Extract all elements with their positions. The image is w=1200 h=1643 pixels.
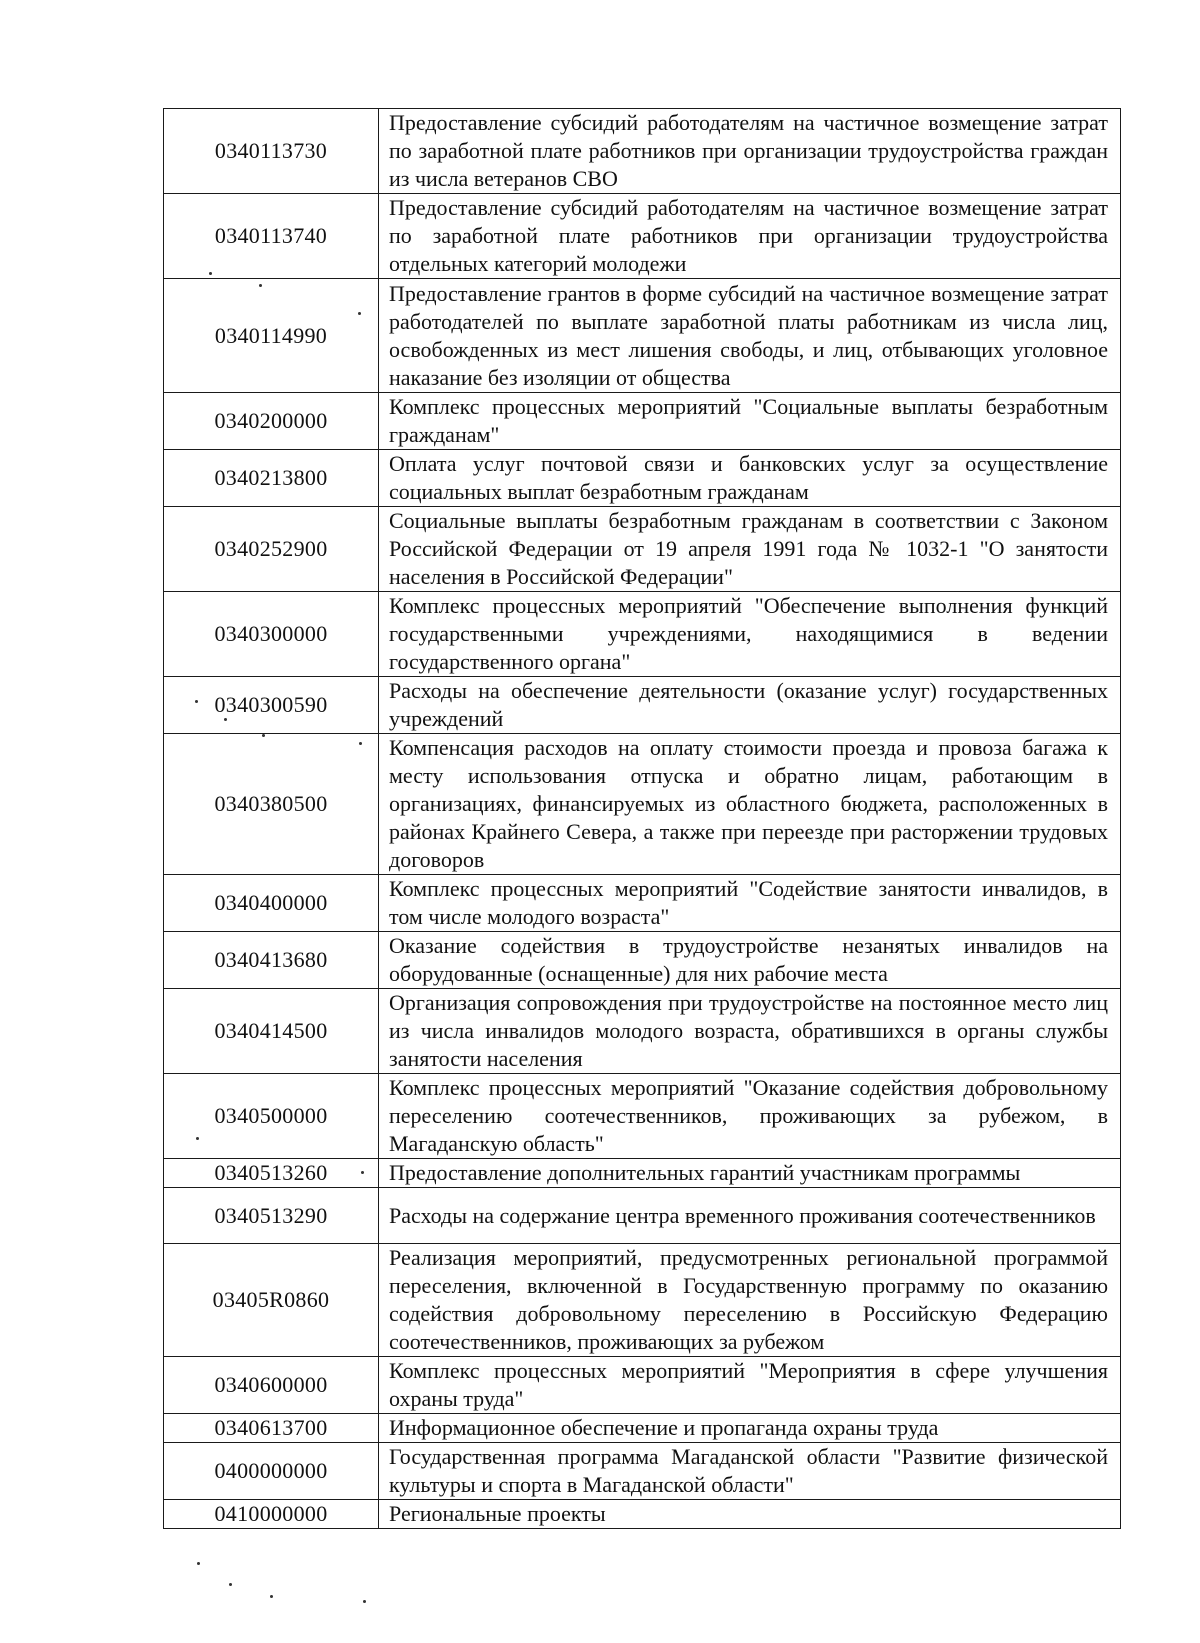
description-cell: Региональные проекты — [379, 1500, 1121, 1529]
description-cell: Комплекс процессных мероприятий "Социальные выплаты безработным гражданам" — [379, 393, 1121, 450]
table-row — [164, 1074, 1121, 1159]
table-row — [164, 507, 1121, 592]
table-row — [164, 1159, 1121, 1188]
table-row — [164, 1500, 1121, 1529]
scan-speck — [195, 700, 198, 703]
table-row — [164, 989, 1121, 1074]
table-row — [164, 1188, 1121, 1244]
budget-code-cell: 0340414500 — [164, 989, 379, 1074]
table-row — [164, 393, 1121, 450]
budget-code-cell: 0340252900 — [164, 507, 379, 592]
description-cell: Расходы на обеспечение деятельности (оказание услуг) государственных учреждений — [379, 677, 1121, 734]
description-cell: Государственная программа Магаданской области "Развитие физической культуры и спорта в Магаданской области" — [379, 1443, 1121, 1500]
table-row — [164, 1443, 1121, 1500]
description-cell: Комплекс процессных мероприятий "Обеспечение выполнения функций государственными учреждениями, находящимися в ведении государственного органа" — [379, 592, 1121, 677]
table-row — [164, 1414, 1121, 1443]
table-row — [164, 734, 1121, 875]
scan-speck — [363, 1600, 366, 1603]
budget-codes-table — [163, 108, 1121, 1529]
scan-speck — [358, 312, 361, 315]
table-row — [164, 1357, 1121, 1414]
scan-speck — [262, 734, 265, 737]
budget-code-cell: 0340300590 — [164, 677, 379, 734]
table-row — [164, 450, 1121, 507]
description-cell: Информационное обеспечение и пропаганда охраны труда — [379, 1414, 1121, 1443]
scan-speck — [197, 1562, 200, 1565]
scan-speck — [359, 742, 362, 745]
description-cell: Оплата услуг почтовой связи и банковских услуг за осуществление социальных выплат безработным гражданам — [379, 450, 1121, 507]
table-body — [164, 109, 1121, 1529]
budget-code-cell: 0340213800 — [164, 450, 379, 507]
budget-code-cell: 0340613700 — [164, 1414, 379, 1443]
table-row — [164, 279, 1121, 393]
budget-code-cell: 0400000000 — [164, 1443, 379, 1500]
budget-code-cell: 0340113740 — [164, 194, 379, 279]
table-row — [164, 194, 1121, 279]
budget-code-cell: 0340513290 — [164, 1188, 379, 1244]
budget-code-cell: 0340500000 — [164, 1074, 379, 1159]
description-cell: Комплекс процессных мероприятий "Содействие занятости инвалидов, в том числе молодого возраста" — [379, 875, 1121, 932]
budget-code-cell: 0410000000 — [164, 1500, 379, 1529]
description-cell: Компенсация расходов на оплату стоимости проезда и провоза багажа к месту использования отпуска и обратно лицам, работающим в организациях, финансируемых из областного бюджета, расположенных в районах Крайнего Севера, а также при переезде при расторжении трудовых договоров — [379, 734, 1121, 875]
budget-code-cell: 0340200000 — [164, 393, 379, 450]
table-row — [164, 592, 1121, 677]
scan-speck — [270, 1595, 273, 1598]
description-cell: Предоставление субсидий работодателям на частичное возмещение затрат по заработной плате работников при организации трудоустройства отдельных категорий молодежи — [379, 194, 1121, 279]
description-cell: Предоставление субсидий работодателям на частичное возмещение затрат по заработной плате работников при организации трудоустройства граждан из числа ветеранов СВО — [379, 109, 1121, 194]
budget-code-cell: 0340600000 — [164, 1357, 379, 1414]
description-cell: Социальные выплаты безработным гражданам в соответствии с Законом Российской Федерации от 19 апреля 1991 года № 1032-1 "О занятости населения в Российской Федерации" — [379, 507, 1121, 592]
scan-speck — [224, 718, 227, 721]
table-row — [164, 109, 1121, 194]
table-row — [164, 932, 1121, 989]
budget-code-cell: 0340114990 — [164, 279, 379, 393]
budget-code-cell: 0340380500 — [164, 734, 379, 875]
description-cell: Расходы на содержание центра временного проживания соотечественников — [379, 1188, 1121, 1244]
budget-code-cell: 03405R0860 — [164, 1244, 379, 1357]
description-cell: Предоставление дополнительных гарантий участникам программы — [379, 1159, 1121, 1188]
description-cell: Комплекс процессных мероприятий "Оказание содействия добровольному переселению соотечественников, проживающих за рубежом, в Магаданскую область" — [379, 1074, 1121, 1159]
description-cell: Предоставление грантов в форме субсидий на частичное возмещение затрат работодателей по выплате заработной платы работникам из числа лиц, освобожденных из мест лишения свободы, и лиц, отбывающих уголовное наказание без изоляции от общества — [379, 279, 1121, 393]
budget-code-cell: 0340400000 — [164, 875, 379, 932]
scan-speck — [229, 1583, 232, 1586]
scan-speck — [209, 272, 212, 275]
table-row — [164, 1244, 1121, 1357]
budget-code-cell: 0340513260 — [164, 1159, 379, 1188]
budget-code-cell: 0340300000 — [164, 592, 379, 677]
budget-code-cell: 0340113730 — [164, 109, 379, 194]
scan-speck — [259, 284, 262, 287]
budget-code-cell: 0340413680 — [164, 932, 379, 989]
table-row — [164, 677, 1121, 734]
scan-speck — [361, 1171, 364, 1174]
table-row — [164, 875, 1121, 932]
description-cell: Оказание содействия в трудоустройстве незанятых инвалидов на оборудованные (оснащенные) для них рабочие места — [379, 932, 1121, 989]
scan-speck — [196, 1137, 199, 1140]
description-cell: Организация сопровождения при трудоустройстве на постоянное место лиц из числа инвалидов молодого возраста, обратившихся в органы службы занятости населения — [379, 989, 1121, 1074]
description-cell: Реализация мероприятий, предусмотренных региональной программой переселения, включенной в Государственную программу по оказанию содействия добровольному переселению в Российскую Федерацию соотечественников, проживающих за рубежом — [379, 1244, 1121, 1357]
description-cell: Комплекс процессных мероприятий "Мероприятия в сфере улучшения охраны труда" — [379, 1357, 1121, 1414]
